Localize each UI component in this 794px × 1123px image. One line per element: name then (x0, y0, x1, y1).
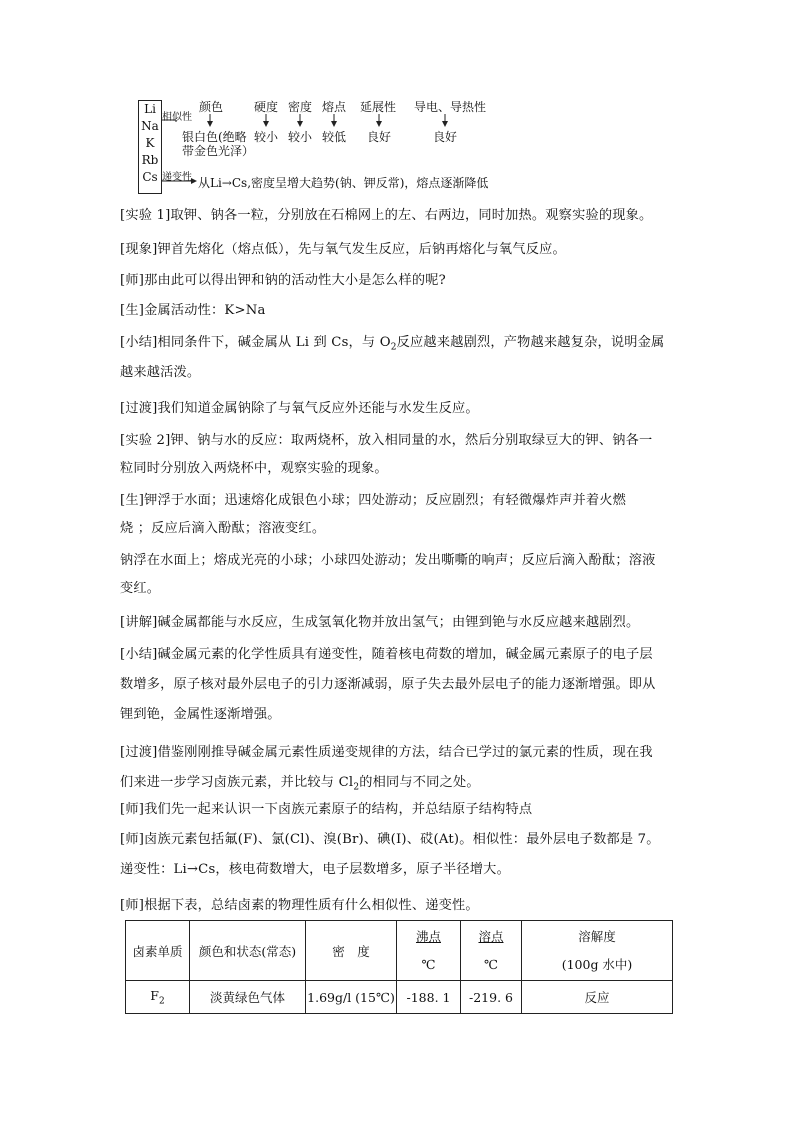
paragraph-teacher-table-intro: [师]根据下表，总结卤素的物理性质有什么相似性、递变性。 (120, 898, 479, 913)
value-ductility: 良好 (367, 130, 392, 144)
header-boiling-point (397, 921, 461, 981)
value-color-line2: 带金色光泽） (182, 144, 255, 158)
transition-2-part-a: 们来进一步学习卤族元素，并比较与 Cl (120, 775, 354, 790)
element-na: Na (141, 119, 159, 133)
summary-1-part-b: 反应越来越剧烈，产物越来越复杂，说明金属 (396, 335, 665, 350)
gradient-label: 递变性 (162, 172, 192, 183)
property-hardness: 硬度 (254, 100, 279, 114)
cell-density: 1.69g/l (15℃) (306, 981, 397, 1014)
paragraph-gradient: 递变性：Li→Cs，核电荷数增大，电子层数增多，原子半径增大。 (120, 862, 510, 877)
paragraph-student-potassium-cont: 烧 ；反应后滴入酚酞；溶液变红。 (120, 521, 326, 536)
table-row (126, 981, 673, 1014)
paragraph-explanation: [讲解]碱金属都能与水反应，生成氢氧化物并放出氢气；由锂到铯与水反应越来越剧烈。 (120, 615, 640, 630)
cell-substance (126, 981, 190, 1014)
paragraph-summary-2-cont2: 锂到铯，金属性逐渐增强。 (120, 707, 281, 722)
value-hardness: 较小 (254, 130, 279, 144)
paragraph-transition-1: [过渡]我们知道金属钠除了与氧气反应外还能与水发生反应。 (120, 401, 479, 416)
property-melting-point: 熔点 (322, 100, 347, 114)
header-boiling-unit: ℃ (421, 956, 436, 972)
transition-2-part-b: 的相同与不同之处。 (359, 775, 480, 790)
header-density: 密 度 (306, 921, 397, 981)
alkali-metal-property-diagram (138, 96, 498, 196)
header-solubility (522, 921, 673, 981)
property-conductivity: 导电、导热性 (414, 100, 487, 114)
paragraph-summary-1-cont: 越来越活泼。 (120, 365, 201, 380)
summary-1-subscript: 2 (390, 342, 397, 353)
header-boiling-label: 沸点 (415, 928, 441, 944)
value-density: 较小 (288, 130, 313, 144)
cell-solubility: 反应 (522, 981, 673, 1014)
header-melting-point (461, 921, 522, 981)
value-conductivity: 良好 (433, 130, 458, 144)
gradient-text: 从Li→Cs,密度呈增大趋势(钠、钾反常)，熔点逐渐降低 (198, 176, 489, 190)
transition-2-subscript: 2 (353, 782, 360, 793)
paragraph-experiment-2: [实验 2]钾、钠与水的反应：取两烧杯，放入相同量的水，然后分别取绿豆大的钾、钠各一 (120, 433, 653, 448)
paragraph-teacher-question: [师]那由此可以得出钾和钠的活动性大小是怎么样的呢? (120, 273, 446, 288)
property-density: 密度 (288, 100, 313, 114)
value-melting-point: 较低 (322, 130, 347, 144)
paragraph-teacher-structure: [师]我们先一起来认识一下卤族元素原子的结构，并总结原子结构特点 (120, 802, 533, 817)
cell-substance-symbol: F (150, 987, 159, 1003)
halogen-properties-table (125, 920, 673, 1014)
similarity-label: 相似性 (162, 112, 192, 123)
summary-1-part-a: [小结]相同条件下，碱金属从 Li 到 Cs，与 O (120, 335, 391, 350)
paragraph-transition-2: [过渡]借鉴刚刚推导碱金属元素性质递变规律的方法，结合已学过的氯元素的性质，现在我 (120, 745, 653, 760)
cell-melting: -219. 6 (461, 981, 522, 1014)
element-k: K (145, 136, 155, 150)
paragraph-student-answer: [生]金属活动性：K>Na (120, 303, 266, 318)
element-cs: Cs (142, 170, 158, 184)
property-color: 颜色 (199, 100, 224, 114)
paragraph-summary-2: [小结]碱金属元素的化学性质具有递变性，随着核电荷数的增加，碱金属元素原子的电子层 (120, 647, 653, 662)
header-solubility-unit: (100g 水中) (561, 956, 633, 972)
cell-boiling: -188. 1 (397, 981, 461, 1014)
paragraph-summary-2-cont1: 数增多，原子核对最外层电子的引力逐渐减弱，原子失去最外层电子的能力逐渐增强。即从 (120, 677, 656, 692)
element-rb: Rb (141, 153, 159, 167)
cell-color-state: 淡黄绿色气体 (190, 981, 306, 1014)
property-ductility: 延展性 (360, 100, 397, 114)
paragraph-student-potassium: [生]钾浮于水面；迅速熔化成银色小球；四处游动；反应剧烈；有轻微爆炸声并着火燃 (120, 493, 627, 508)
paragraph-summary-1 (120, 330, 680, 361)
header-melting-unit: ℃ (484, 956, 498, 972)
element-li: Li (144, 102, 156, 116)
header-melting-label: 溶点 (478, 928, 504, 944)
header-halogen: 卤素单质 (126, 921, 190, 981)
header-solubility-label: 溶解度 (578, 928, 616, 944)
value-color-line1: 银白色(绝略 (182, 130, 247, 144)
paragraph-sodium-cont: 变红。 (120, 581, 161, 596)
paragraph-sodium: 钠浮在水面上；熔成光亮的小球；小球四处游动；发出嘶嘶的响声；反应后滴入酚酞；溶液 (120, 553, 656, 568)
paragraph-experiment-1: [实验 1]取钾、钠各一粒，分别放在石棉网上的左、右两边，同时加热。观察实验的现象。 (120, 208, 653, 223)
table-header-row (126, 921, 673, 981)
cell-substance-subscript: 2 (158, 996, 165, 1007)
paragraph-phenomenon: [现象]钾首先熔化（熔点低），先与氧气发生反应，后钠再熔化与氧气反应。 (120, 242, 566, 257)
paragraph-experiment-2-cont: 粒同时分别放入两烧杯中，观察实验的现象。 (120, 461, 388, 476)
paragraph-halogens-list: [师]卤族元素包括氟(F)、氯(Cl)、溴(Br)、碘(I)、砹(At)。相似性：最外层电子数都是 7。 (120, 832, 660, 847)
header-color-state: 颜色和状态(常态) (190, 921, 306, 981)
